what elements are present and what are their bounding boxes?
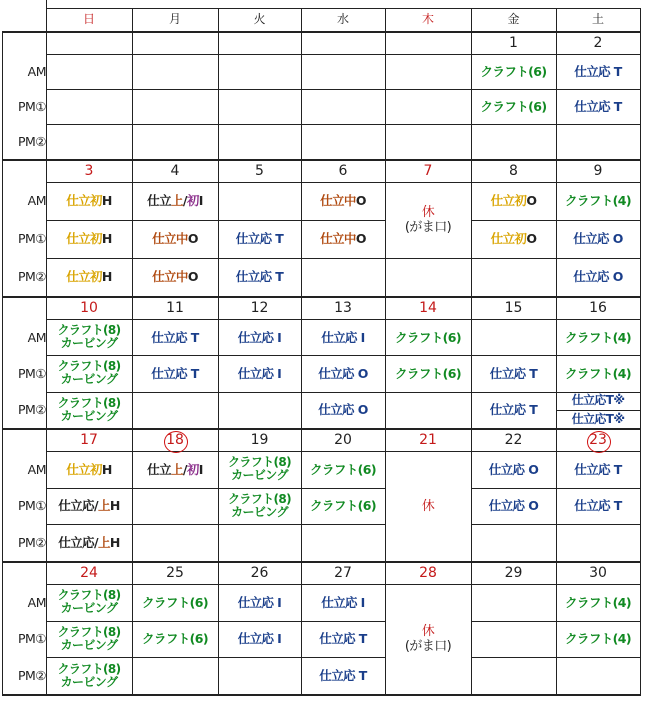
entry-text: 仕立応 I [237, 365, 282, 381]
entry-text: 仕立中 [152, 269, 188, 285]
schedule-entry [132, 621, 218, 658]
date-number: 13 [334, 300, 352, 317]
entry-text: 仕立 [147, 193, 171, 209]
entry-text: 上 [170, 193, 183, 209]
schedule-entry [132, 355, 218, 391]
entry-text: 仕立初 [66, 231, 102, 247]
header-divider [471, 8, 472, 31]
entry-text: 仕立初 [66, 269, 102, 285]
schedule-entry [218, 355, 301, 391]
entry-text: クラフト(8) [57, 624, 121, 639]
entry-text: 仕立 [147, 461, 171, 477]
slot-label: PM② [17, 133, 46, 149]
entry-text: クラフト(6) [395, 365, 461, 381]
schedule-entry [301, 584, 385, 621]
schedule-entry [46, 451, 132, 488]
schedule-entry [556, 584, 640, 621]
date-number: 25 [166, 565, 184, 582]
schedule-entry [218, 451, 301, 488]
schedule-entry [556, 89, 640, 124]
schedule-entry [218, 621, 301, 658]
entry-text: 仕立応 I [321, 329, 365, 345]
slot-label: PM② [17, 402, 46, 418]
slot-label: PM① [17, 98, 46, 114]
date-number: 29 [504, 565, 523, 582]
header-divider [385, 8, 386, 31]
weekday-header: 木 [421, 12, 434, 27]
entry-text: 仕立応 T [319, 631, 367, 647]
schedule-entry [132, 451, 218, 488]
entry-text: 仕立初 [66, 193, 102, 209]
entry-text: 仕立応 T [235, 269, 284, 285]
entry-text: 仕立応 O [488, 461, 539, 477]
entry-text: クラフト(4) [565, 594, 631, 610]
schedule-entry [46, 621, 132, 658]
entry-text: H [101, 231, 112, 247]
schedule-entry [46, 392, 132, 428]
date-number: 16 [589, 300, 607, 317]
entry-text: / [182, 193, 187, 209]
entry-text: クラフト(6) [310, 498, 376, 514]
entry-text: カービング [60, 674, 118, 689]
entry-text: O [187, 269, 198, 285]
date-number: 14 [419, 300, 437, 317]
closed-day-text: 休 [421, 205, 435, 220]
entry-text: クラフト(8) [57, 661, 121, 676]
schedule-entry [301, 392, 385, 428]
entry-text: カービング [60, 408, 118, 423]
entry-text: クラフト(6) [142, 594, 208, 610]
date-number: 23 [556, 429, 640, 452]
slot-label: PM② [17, 535, 46, 551]
date-number: 3 [84, 163, 94, 180]
entry-text: 仕立応 O [573, 269, 623, 285]
entry-text: H [109, 535, 120, 551]
slot-label: PM① [17, 498, 46, 514]
schedule-entry [556, 410, 640, 428]
entry-text: 仕立応 O [318, 365, 368, 381]
schedule-entry [301, 182, 385, 220]
schedule-entry [301, 488, 385, 525]
schedule-entry [556, 319, 640, 355]
schedule-entry [556, 182, 640, 220]
schedule-entry [471, 451, 556, 488]
date-number: 15 [504, 300, 523, 317]
entry-text: / [182, 461, 187, 477]
entry-text: 仕立応 O [318, 402, 368, 418]
schedule-entry [218, 258, 301, 296]
entry-text: I [198, 461, 203, 477]
weekday-header: 土 [591, 12, 604, 27]
entry-text: カービング [60, 336, 118, 351]
entry-text: O [355, 231, 366, 247]
column-line [385, 31, 386, 159]
column-line [640, 31, 641, 159]
closed-day-cell [385, 584, 471, 694]
schedule-entry [218, 488, 301, 525]
schedule-entry [301, 355, 385, 391]
schedule-entry [556, 258, 640, 296]
weekday-header: 水 [336, 12, 349, 27]
entry-text: 仕立初 [490, 231, 527, 247]
date-number: 4 [170, 163, 180, 180]
entry-text: クラフト(4) [565, 329, 631, 345]
schedule-entry [46, 584, 132, 621]
schedule-entry [556, 220, 640, 258]
entry-text: 仕立中 [152, 231, 188, 247]
header-divider [301, 8, 302, 31]
entry-text: 仕立応 I [237, 594, 282, 610]
schedule-entry [132, 258, 218, 296]
header-divider [556, 8, 557, 31]
entry-text: 仕立応 T [151, 329, 199, 345]
entry-text: 上 [97, 498, 110, 514]
entry-text: クラフト(6) [142, 631, 208, 647]
schedule-entry [46, 524, 132, 561]
entry-text: クラフト(8) [57, 323, 121, 338]
entry-text: クラフト(6) [395, 329, 461, 345]
entry-text: クラフト(8) [227, 491, 292, 506]
closed-day-text: (がま口) [404, 220, 452, 235]
date-number: 18 [132, 429, 218, 452]
closed-day-text: 休 [421, 498, 435, 514]
schedule-entry [46, 488, 132, 525]
entry-text: 仕立応 O [488, 498, 539, 514]
schedule-entry [46, 182, 132, 220]
entry-text: カービング [60, 637, 118, 652]
entry-text: 仕立応 T [235, 231, 284, 247]
schedule-entry [46, 355, 132, 391]
entry-text: O [355, 193, 366, 209]
schedule-entry [218, 220, 301, 258]
schedule-entry [556, 451, 640, 488]
schedule-entry [132, 584, 218, 621]
slot-label: AM [27, 63, 46, 79]
column-line [640, 296, 641, 428]
date-number: 20 [334, 432, 352, 449]
column-line [218, 31, 219, 159]
schedule-entry [385, 319, 471, 355]
entry-text: O [526, 231, 537, 247]
schedule-entry [301, 657, 385, 694]
column-line [301, 31, 302, 159]
slot-label: PM① [17, 631, 46, 647]
schedule-entry [301, 319, 385, 355]
schedule-entry [556, 355, 640, 391]
header-divider [218, 8, 219, 31]
column-line [640, 561, 641, 694]
closed-day-text: (がま口) [404, 639, 452, 654]
header-divider [132, 8, 133, 31]
schedule-entry [471, 54, 556, 89]
slot-label: PM② [17, 269, 46, 285]
date-number: 6 [338, 163, 348, 180]
weekday-header: 金 [507, 12, 520, 27]
date-number: 26 [250, 565, 269, 582]
weekday-header: 日 [82, 12, 95, 27]
entry-text: 初 [186, 193, 199, 209]
entry-text: カービング [231, 468, 288, 483]
schedule-entry [556, 54, 640, 89]
schedule-entry [556, 392, 640, 410]
schedule-entry [218, 584, 301, 621]
entry-text: クラフト(6) [480, 63, 547, 79]
entry-text: 仕立応 I [237, 329, 282, 345]
entry-text: 仕立応 T [574, 98, 622, 114]
entry-text: H [101, 461, 112, 477]
schedule-entry [46, 258, 132, 296]
entry-text: 仕立応/ [58, 535, 98, 551]
column-line [640, 159, 641, 296]
schedule-entry [301, 451, 385, 488]
entry-text: カービング [231, 504, 288, 519]
date-number: 7 [423, 163, 433, 180]
entry-text: クラフト(4) [565, 365, 631, 381]
entry-text: H [101, 193, 112, 209]
date-number: 21 [419, 432, 437, 449]
date-number: 30 [589, 565, 607, 582]
entry-text: H [101, 269, 112, 285]
schedule-entry [301, 220, 385, 258]
schedule-entry [132, 182, 218, 220]
entry-text: クラフト(8) [57, 359, 121, 374]
schedule-entry [46, 657, 132, 694]
slot-line [46, 124, 640, 125]
entry-text: 仕立応 T [489, 402, 538, 418]
entry-text: H [109, 498, 120, 514]
schedule-entry [471, 392, 556, 428]
entry-text: 仕立応 T [574, 461, 622, 477]
entry-text: 仕立応/ [58, 498, 98, 514]
entry-text: O [526, 193, 537, 209]
schedule-entry [132, 319, 218, 355]
schedule-entry [471, 89, 556, 124]
date-number: 17 [80, 432, 98, 449]
date-number: 22 [504, 432, 523, 449]
entry-text: 仕立応 T [151, 365, 199, 381]
date-number: 10 [80, 300, 98, 317]
slot-label: AM [27, 329, 46, 345]
entry-text: 仕立中 [320, 231, 356, 247]
entry-text: I [198, 193, 203, 209]
schedule-entry [301, 621, 385, 658]
slot-label: AM [27, 594, 46, 610]
entry-text: 仕立応 T [574, 498, 622, 514]
header-divider [640, 8, 641, 31]
schedule-entry [471, 488, 556, 525]
entry-text: O [187, 231, 198, 247]
schedule-entry [46, 220, 132, 258]
date-number: 11 [166, 300, 184, 317]
date-number: 19 [250, 432, 269, 449]
entry-text: 上 [97, 535, 110, 551]
schedule-entry [471, 182, 556, 220]
date-number: 9 [593, 163, 603, 180]
slot-line [385, 258, 471, 259]
closed-day-cell [385, 451, 471, 561]
column-line [132, 31, 133, 159]
schedule-entry [46, 319, 132, 355]
entry-text: クラフト(6) [480, 98, 547, 114]
schedule-entry [132, 220, 218, 258]
entry-text: カービング [60, 372, 118, 387]
entry-text: 仕立初 [66, 461, 102, 477]
date-number: 12 [250, 300, 269, 317]
schedule-entry [385, 355, 471, 391]
weekday-header: 月 [168, 12, 181, 27]
schedule-entry [556, 621, 640, 658]
entry-text: 仕立応 I [321, 594, 365, 610]
entry-text: 仕立応 O [573, 231, 623, 247]
date-number: 24 [80, 565, 98, 582]
slot-label: AM [27, 461, 46, 477]
slot-label: AM [27, 193, 46, 209]
entry-text: 仕立初 [490, 193, 527, 209]
date-number: 8 [509, 163, 518, 180]
entry-text: クラフト(6) [310, 461, 376, 477]
schedule-entry [471, 355, 556, 391]
entry-text: 仕立応 T [489, 365, 538, 381]
entry-text: 仕立応 I [237, 631, 282, 647]
entry-text: 仕立応T※ [571, 393, 625, 408]
schedule-entry [218, 319, 301, 355]
schedule-entry [471, 220, 556, 258]
date-number: 27 [334, 565, 352, 582]
slot-label: PM② [17, 668, 46, 684]
date-number: 1 [509, 35, 518, 52]
entry-text: 仕立応T※ [571, 411, 625, 426]
closed-day-text: 休 [421, 624, 435, 639]
entry-text: 仕立中 [320, 193, 356, 209]
split-line [556, 410, 640, 411]
date-number: 5 [255, 163, 264, 180]
entry-text: クラフト(8) [57, 588, 121, 603]
entry-text: 仕立応 T [319, 668, 367, 684]
closed-day-cell [385, 182, 471, 258]
column-line [640, 428, 641, 561]
entry-text: クラフト(8) [57, 395, 121, 410]
date-number: 2 [593, 35, 603, 52]
entry-text: 上 [170, 461, 183, 477]
entry-text: クラフト(4) [565, 631, 631, 647]
schedule-entry [556, 488, 640, 525]
slot-label: PM① [17, 365, 46, 381]
entry-text: 仕立応 T [574, 63, 622, 79]
entry-text: カービング [60, 601, 118, 616]
weekday-header: 火 [253, 12, 266, 27]
entry-text: 初 [186, 461, 199, 477]
slot-label: PM① [17, 231, 46, 247]
bottom-border [2, 694, 641, 696]
entry-text: クラフト(8) [227, 455, 292, 470]
entry-text: クラフト(4) [565, 193, 631, 209]
date-number: 28 [419, 565, 437, 582]
